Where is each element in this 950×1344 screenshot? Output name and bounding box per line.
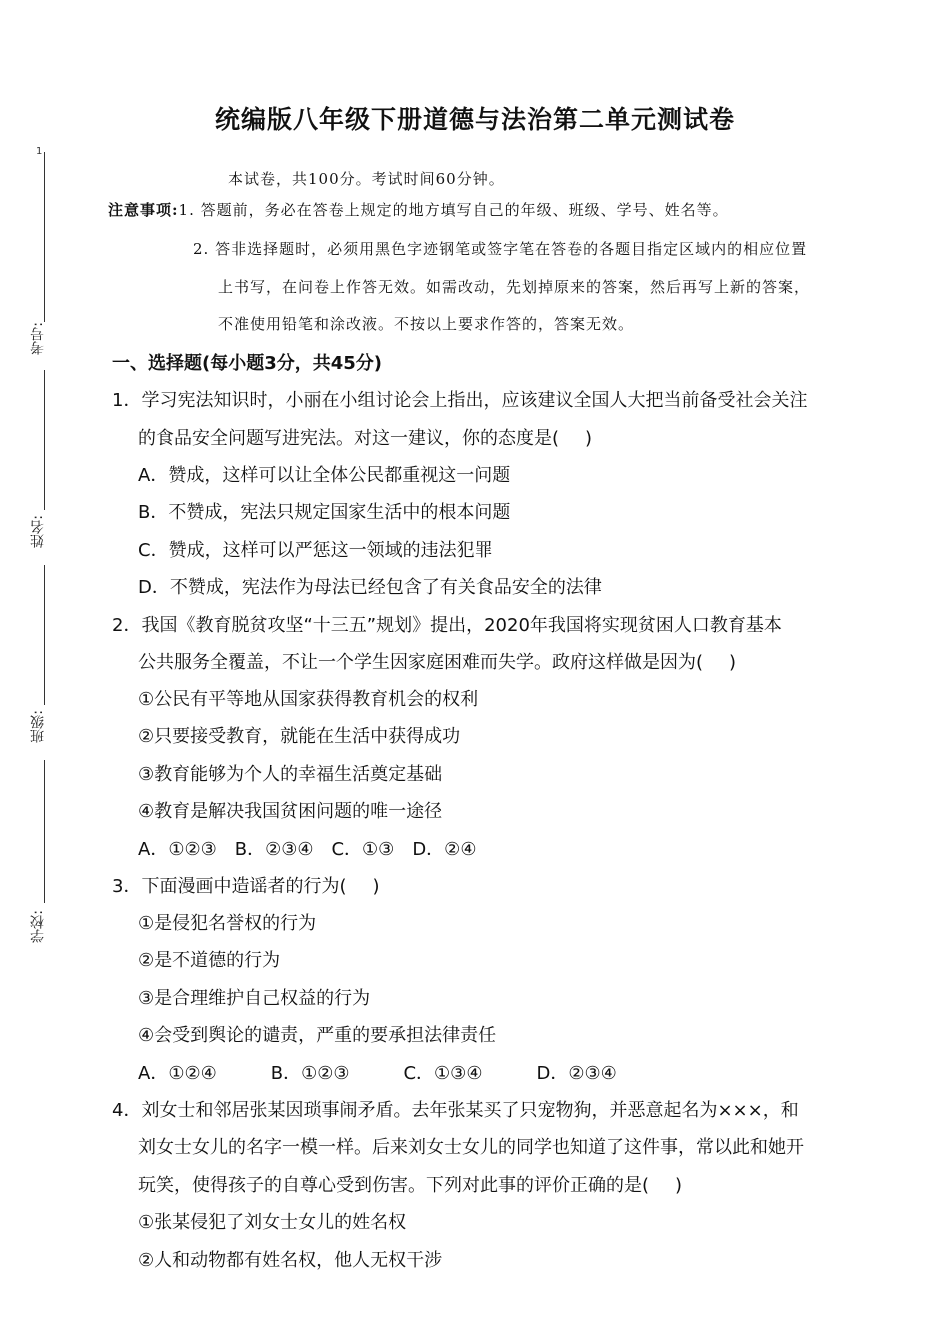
section-heading: 一、选择题(每小题3分，共45分) xyxy=(112,353,383,374)
q1-stem-line-2 xyxy=(138,424,592,450)
q4-stem-text: 玩笑，使得孩子的自尊心受到伤害。下列对此事的评价正确的是( xyxy=(138,1175,650,1196)
notes-item-1-text: 1. 答题前，务必在答卷上规定的地方填写自己的年级、班级、学号、姓名等。 xyxy=(178,201,729,219)
q3-statement-1: ①是侵犯名誉权的行为 xyxy=(138,913,317,934)
q2-statement-1: ①公民有平等地从国家获得教育机会的权利 xyxy=(138,689,479,710)
q4-statement-1: ①张某侵犯了刘女士女儿的姓名权 xyxy=(138,1212,407,1233)
q3-statement-2: ②是不道德的行为 xyxy=(138,950,281,971)
binding-line xyxy=(44,152,45,322)
binding-line xyxy=(44,760,45,903)
exam-number-label: 考号: xyxy=(30,322,46,355)
q4-stem-line-1: 4．刘女士和邻居张某因琐事闹矛盾。去年张某买了只宠物狗，并恶意起名为×××，和 xyxy=(112,1100,799,1121)
notes-item-1 xyxy=(108,199,729,220)
q2-stem-text: 公共服务全覆盖，不让一个学生因家庭困难而失学。政府这样做是因为( xyxy=(138,652,704,673)
q3-stem-close: ) xyxy=(372,876,380,897)
q3-statement-4: ④会受到舆论的谴责，严重的要承担法律责任 xyxy=(138,1025,497,1046)
notes-item-2-line-1: 2. 答非选择题时，必须用黑色字迹钢笔或签字笔在答卷的各题目指定区域内的相应位置 xyxy=(193,240,808,258)
q2-statement-4: ④教育是解决我国贫困问题的唯一途径 xyxy=(138,801,443,822)
q1-stem-line-1: 1．学习宪法知识时，小丽在小组讨论会上指出，应该建议全国人大把当前备受社会关注 xyxy=(112,390,808,411)
binding-line xyxy=(44,565,45,705)
intro-text: 本试卷，共100分。考试时间60分钟。 xyxy=(228,170,505,188)
q2-stem-close: ) xyxy=(729,652,737,673)
q1-option-b: B．不赞成，宪法只规定国家生活中的根本问题 xyxy=(138,502,511,523)
q3-options: A．①②④ B．①②③ C．①③④ D．②③④ xyxy=(138,1063,617,1084)
notes-item-2-line-3: 不准使用铅笔和涂改液。不按以上要求作答的，答案无效。 xyxy=(218,315,635,333)
name-label: 姓名: xyxy=(30,515,46,548)
notes-item-2-line-2: 上书写，在问卷上作答无效。如需改动，先划掉原来的答案，然后再写上新的答案， xyxy=(218,278,811,296)
notes-label: 注意事项: xyxy=(108,201,179,219)
binding-line xyxy=(44,370,45,510)
q4-statement-2: ②人和动物都有姓名权，他人无权干涉 xyxy=(138,1250,443,1271)
q1-option-a: A．赞成，这样可以让全体公民都重视这一问题 xyxy=(138,465,511,486)
page-title: 统编版八年级下册道德与法治第二单元测试卷 xyxy=(214,105,735,134)
q4-stem-line-3 xyxy=(138,1171,682,1197)
q3-stem-text: 3．下面漫画中造谣者的行为( xyxy=(112,876,347,897)
q2-statement-2: ②只要接受教育，就能在生活中获得成功 xyxy=(138,726,461,747)
q2-stem-line-1: 2．我国《教育脱贫攻坚“十三五”规划》提出，2020年我国将实现贫困人口教育基本 xyxy=(112,615,782,636)
q1-option-d: D．不赞成，宪法作为母法已经包含了有关食品安全的法律 xyxy=(138,577,602,598)
q1-stem-close: ) xyxy=(585,428,593,449)
q4-stem-line-2: 刘女士女儿的名字一模一样。后来刘女士女儿的同学也知道了这件事，常以此和她开 xyxy=(138,1137,804,1158)
q3-statement-3: ③是合理维护自己权益的行为 xyxy=(138,988,371,1009)
class-label: 班级: xyxy=(30,710,46,743)
q4-stem-close: ) xyxy=(675,1175,683,1196)
q3-stem xyxy=(112,872,380,898)
q2-stem-line-2 xyxy=(138,648,736,674)
q1-option-c: C．赞成，这样可以严惩这一领域的违法犯罪 xyxy=(138,540,493,561)
school-label: 学校: xyxy=(30,910,46,943)
q1-stem-text: 的食品安全问题写进宪法。对这一建议，你的态度是( xyxy=(138,428,560,449)
q2-options: A．①②③ B．②③④ C．①③ D．②④ xyxy=(138,839,477,860)
page-marker: 1 xyxy=(36,146,43,157)
q2-statement-3: ③教育能够为个人的幸福生活奠定基础 xyxy=(138,764,443,785)
